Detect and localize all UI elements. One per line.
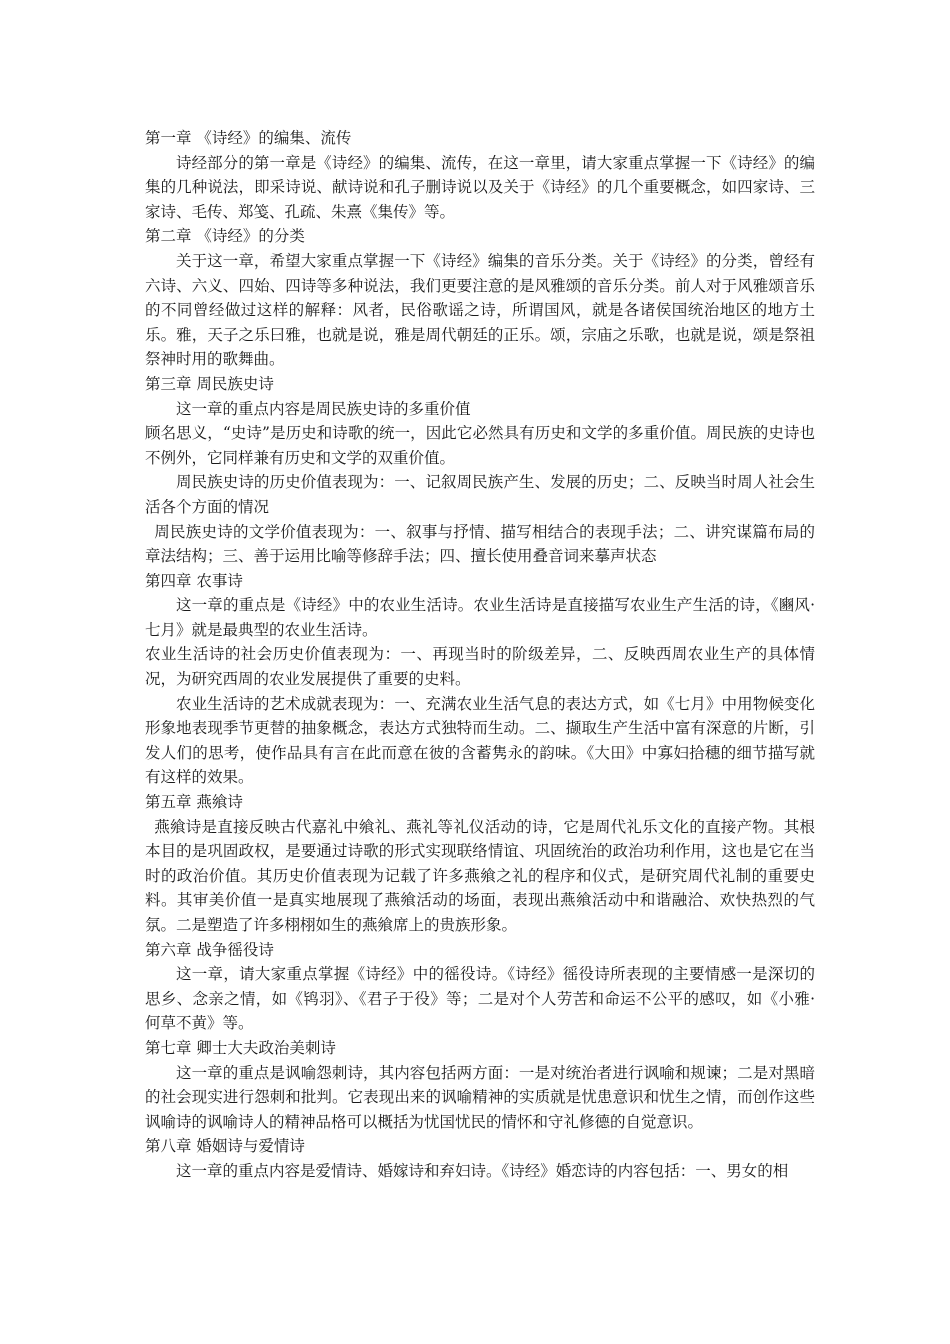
- paragraph: 顾名思义，“史诗”是历史和诗歌的统一，因此它必然具有历史和文学的多重价值。周民族的史诗也不例外，它同样兼有历史和文学的双重价值。: [145, 424, 815, 467]
- document-body: [145, 126, 815, 1184]
- chapter-heading: 第一章 《诗经》的编集、流传: [145, 129, 352, 147]
- paragraph: 农业生活诗的艺术成就表现为：一、充满农业生活气息的表达方式，如《七月》中用物候变化形象地表现季节更替的抽象概念，表达方式独特而生动。二、撷取生产生活中富有深意的片断，引发人们的思考，使作品具有言在此而意在彼的含蓄隽永的韵味。《大田》中寡妇拾穗的细节描写就有这样的效果。: [145, 694, 815, 787]
- paragraph: 这一章的重点是讽喻怨刺诗，其内容包括两方面：一是对统治者进行讽喻和规谏；二是对黑暗的社会现实进行怨刺和批判。它表现出来的讽喻精神的实质就是忧患意识和忧生之情，而创作这些讽喻诗的讽喻诗人的精神品格可以概括为忧国忧民的情怀和守礼修德的自觉意识。: [145, 1063, 815, 1131]
- paragraph: 关于这一章，希望大家重点掌握一下《诗经》编集的音乐分类。关于《诗经》的分类，曾经有六诗、六义、四始、四诗等多种说法，我们更要注意的是风雅颂的音乐分类。前人对于风雅颂音乐的不同曾经做过这样的解释：风者，民俗歌谣之诗，所谓国风，就是各诸侯国统治地区的地方土乐。雅，天子之乐曰雅，也就是说，雅是周代朝廷的正乐。颂，宗庙之乐歌，也就是说，颂是祭祖祭神时用的歌舞曲。: [145, 251, 815, 369]
- paragraph: 周民族史诗的文学价值表现为：一、叙事与抒情、描写相结合的表现手法；二、讲究谋篇布局的章法结构；三、善于运用比喻等修辞手法；四、擅长使用叠音词来摹声状态: [145, 522, 815, 566]
- paragraph: 燕飨诗是直接反映古代嘉礼中飨礼、燕礼等礼仪活动的诗，它是周代礼乐文化的直接产物。其根本目的是巩固政权，是要通过诗歌的形式实现联络情谊、巩固统治的政治功利作用，这也是它在当时的政治价值。其历史价值表现为记载了许多燕飨之礼的程序和仪式，是研究周代礼制的重要史料。其审美价值一是真实地展现了燕飨活动的场面，表现出燕飨活动中和谐融洽、欢快热烈的气氛。二是塑造了许多栩栩如生的燕飨席上的贵族形象。: [145, 817, 815, 934]
- paragraph: 诗经部分的第一章是《诗经》的编集、流传，在这一章里，请大家重点掌握一下《诗经》的编集的几种说法，即采诗说、献诗说和孔子删诗说以及关于《诗经》的几个重要概念，如四家诗、三家诗、毛传、郑笺、孔疏、朱熹《集传》等。: [145, 153, 815, 221]
- chapter-heading: 第五章 燕飨诗: [145, 793, 243, 812]
- paragraph: 农业生活诗的社会历史价值表现为：一、再现当时的阶级差异，二、反映西周农业生产的具体情况，为研究西周的农业发展提供了重要的史料。: [145, 645, 815, 689]
- chapter-heading: 第三章 周民族史诗: [145, 374, 274, 393]
- chapter-heading: 第四章 农事诗: [145, 571, 243, 590]
- chapter-heading: 第八章 婚姻诗与爱情诗: [145, 1137, 305, 1156]
- chapter-heading: 第七章 卿士大夫政治美刺诗: [145, 1038, 336, 1057]
- paragraph: 周民族史诗的历史价值表现为：一、记叙周民族产生、发展的历史；二、反映当时周人社会生活各个方面的情况: [145, 473, 815, 516]
- chapter-heading: 第六章 战争徭役诗: [145, 940, 274, 959]
- paragraph: 这一章的重点是《诗经》中的农业生活诗。农业生活诗是直接描写农业生产生活的诗，《豳风·七月》就是最典型的农业生活诗。: [145, 596, 815, 639]
- paragraph: 这一章的重点内容是周民族史诗的多重价值: [176, 399, 471, 418]
- paragraph: 这一章，请大家重点掌握《诗经》中的徭役诗。《诗经》徭役诗所表现的主要情感一是深切的思乡、念亲之情，如《鸨羽》、《君子于役》等；二是对个人劳苦和命运不公平的感叹，如《小雅·何草不黄》等。: [145, 965, 815, 1033]
- chapter-heading: 第二章 《诗经》的分类: [145, 227, 305, 246]
- paragraph: 这一章的重点内容是爱情诗、婚嫁诗和弃妇诗。《诗经》婚恋诗的内容包括：一、男女的相: [176, 1161, 789, 1180]
